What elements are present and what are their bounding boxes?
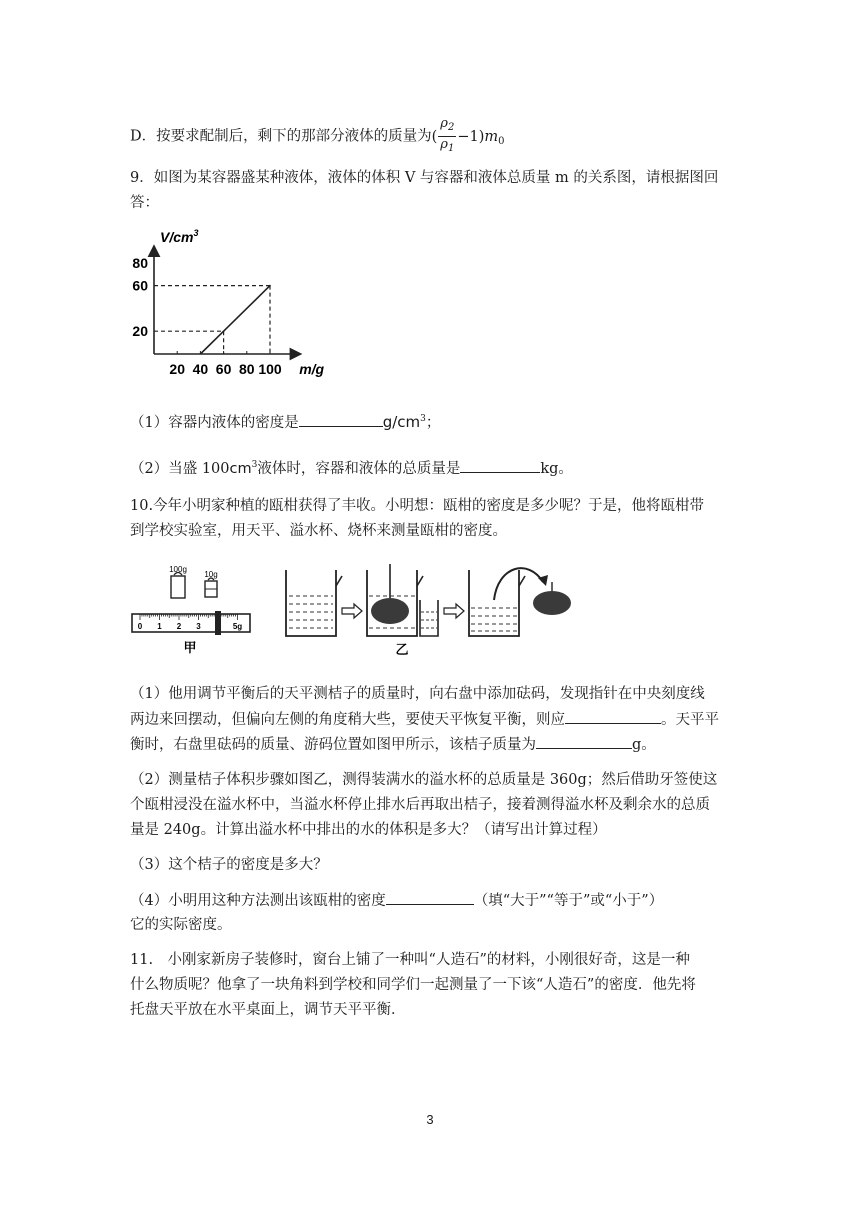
series-line [200, 286, 270, 354]
q10-p1-line-3: 衡时，右盘里砝码的质量、游码位置如图甲所示，该桔子质量为 g。 [130, 734, 656, 755]
balance-ruler [132, 611, 250, 635]
data-point [223, 330, 225, 332]
q10-p4-line-1: （4）小明用这种方法测出该瓯柑的密度 （填“大于”“等于”或“小于”） [130, 890, 663, 911]
q10-p2-line-2: 个瓯柑浸没在溢水杯中，当溢水杯停止排水后再取出桔子，接着测得溢水杯及剩余水的总质 [130, 797, 710, 813]
ruler-tick-label: 5g [232, 622, 243, 631]
y-tick-label: 80 [132, 254, 148, 271]
y-axis-label: $V/cm^3$ [160, 228, 199, 245]
q9-part-2-text: （2）当盛 100 [130, 461, 230, 477]
y-tick-label: 20 [132, 323, 148, 340]
q9-line-2: 答： [130, 195, 159, 211]
q10-p2-line-3: 量是 240g。计算出溢水杯中排出的水的体积是多大？（请写出计算过程） [130, 822, 607, 838]
label-yi: 乙 [395, 642, 409, 657]
q10-p2-line-1: （2）测量桔子体积步骤如图乙，测得装满水的溢水杯的总质量是 360g；然后借助牙签使这 [130, 772, 718, 788]
q9-part-2: （2）当盛 $100cm^3$液体时，容器和液体的总质量是 kg。 [130, 460, 573, 477]
answer-blank-total-mass[interactable] [460, 458, 540, 473]
x-tick-label: 40 [192, 361, 209, 377]
unit-density: g/cm [382, 413, 421, 431]
q11-line-3: 托盘天平放在水平桌面上，调节天平平衡． [130, 1002, 406, 1018]
q10-line-1: 10.今年小明家种植的瓯柑获得了丰收。小明想：瓯柑的密度是多少呢？于是，他将瓯柑带 [130, 498, 705, 514]
answer-blank-adjust[interactable] [565, 709, 661, 724]
q9-part-1: （1）容器内液体的密度是 $g/cm^3$； [130, 413, 441, 431]
data-point [269, 285, 271, 287]
q8-option-d-text: D．按要求配制后，剩下的那部分液体的质量为 [130, 128, 432, 145]
arrow-right-icon [444, 604, 464, 618]
formula: ( $\frac{\rho_2}{\rho_1}$ $-1)m_0$ [432, 129, 505, 145]
x-tick-label: 100 [258, 361, 282, 377]
rider-slider [215, 611, 221, 635]
q11-line-2: 什么物质呢？他拿了一块角料到学校和同学们一起测量了一下该“人造石”的密度．他先将 [130, 977, 696, 993]
q10-p1-line-1: （1）他用调节平衡后的天平测桔子的质量时，向右盘中添加砝码，发现指针在中央刻度线 [130, 686, 705, 702]
label-jia: 甲 [183, 640, 197, 655]
x-tick-label: 80 [239, 361, 255, 377]
q10-p4-line-2: 它的实际密度。 [130, 917, 232, 933]
q10-p3: （3）这个桔子的密度是多大？ [130, 857, 328, 873]
answer-blank-density[interactable] [299, 412, 383, 427]
y-tick-label: 60 [132, 277, 148, 294]
volume-mass-chart [124, 226, 344, 382]
overflow-cup-remaining [469, 568, 571, 636]
experiment-figure [128, 556, 588, 660]
x-axis-label: m/g [299, 361, 325, 377]
answer-blank-density-compare[interactable] [386, 890, 474, 905]
x-tick-label: 60 [215, 361, 232, 377]
overflow-cup-with-fruit [367, 564, 438, 657]
fraction: $\frac{\rho_2}{\rho_1}$ [440, 116, 455, 154]
ruler-tick-label: 1 [157, 622, 162, 631]
q9-line-1: 9．如图为某容器盛某种液体，液体的体积 V 与容器和液体总质量 m 的关系图，请根据图回 [130, 170, 719, 186]
ruler-tick-label: 3 [196, 622, 201, 631]
q10-p1-line-2: 两边来回摆动，但偏向左侧的角度稍大些，要使天平恢复平衡，则应 。天平平 [130, 709, 719, 730]
ruler-tick-label: 2 [176, 622, 182, 631]
overflow-cup-full [286, 570, 342, 636]
x-tick-label: 20 [169, 361, 185, 377]
answer-blank-fruit-mass[interactable] [536, 734, 632, 749]
page-number: 3 [426, 1112, 434, 1127]
weights-illustration [169, 565, 218, 598]
q10-line-2: 到学校实验室，用天平、溢水杯、烧杯来测量瓯柑的密度。 [130, 523, 507, 539]
q11-line-1: 11. 小刚家新房子装修时，窗台上铺了一种叫“人造石”的材料，小刚很好奇，这是一种 [130, 952, 690, 968]
q8-option-d [130, 116, 505, 157]
arrow-right-icon [342, 604, 362, 618]
q9-part-1-text: （1）容器内液体的密度是 [130, 415, 299, 431]
ruler-tick-label: 0 [137, 622, 143, 631]
svg-text:100g: 100g [169, 565, 187, 574]
svg-text:10g: 10g [204, 570, 218, 579]
